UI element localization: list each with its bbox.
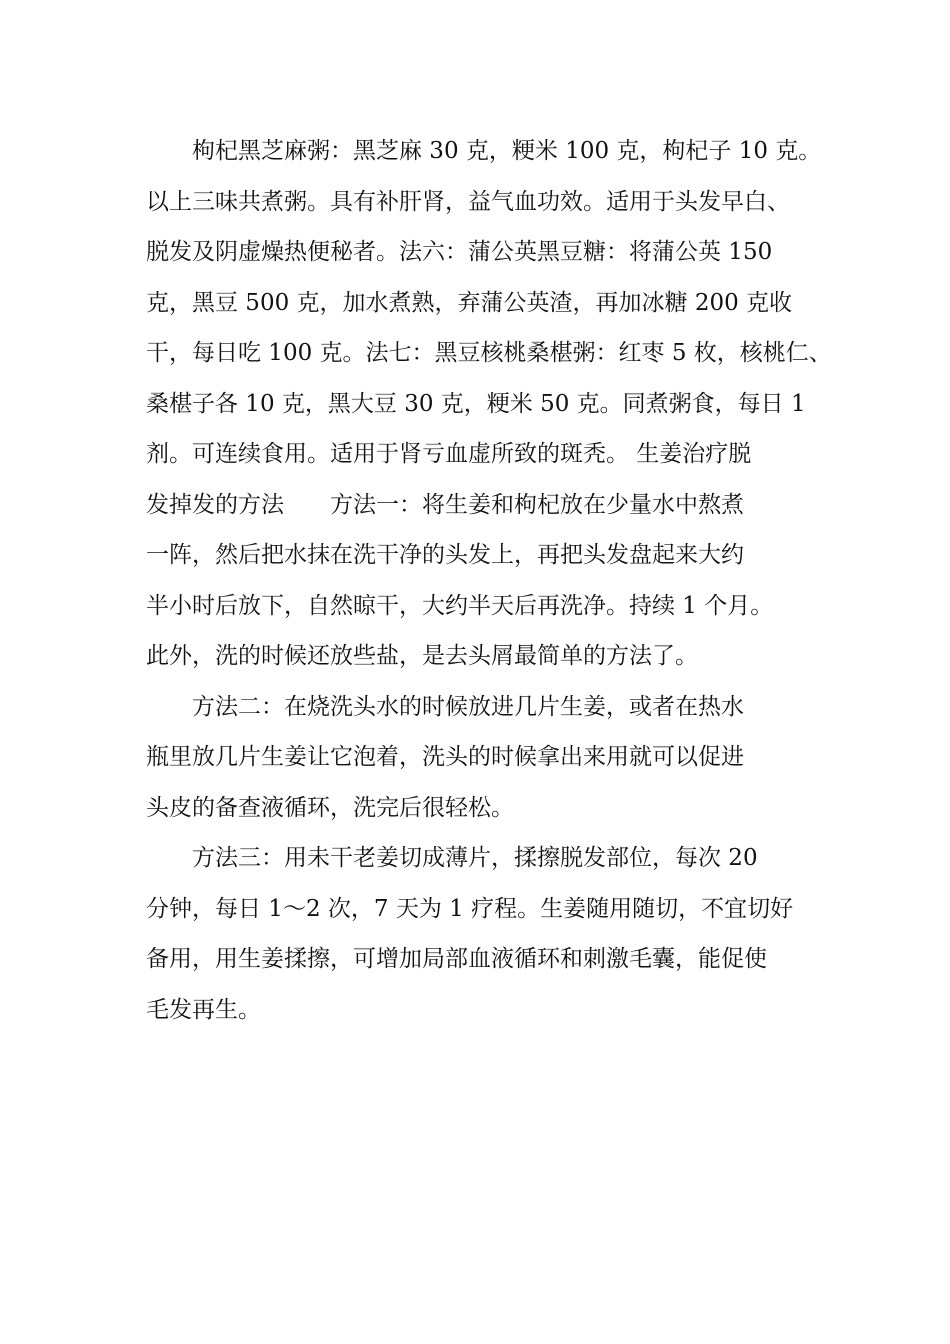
text-line: 头皮的备查液循环，洗完后很轻松。 (146, 794, 514, 821)
paragraph-1 (146, 126, 832, 682)
text-line: 一阵，然后把水抹在洗干净的头发上，再把头发盘起来大约 (146, 542, 744, 568)
text-line: 此外，洗的时候还放些盐，是去头屑最简单的方法了。 (146, 643, 698, 669)
text-line: 桑椹子各 10 克，黑大豆 30 克，粳米 50 克。同煮粥食，每日 1 (146, 390, 806, 417)
text-line: 克，黑豆 500 克，加水煮熟，弃蒲公英渣，再加冰糖 200 克收 (146, 289, 793, 316)
document-body (146, 126, 832, 1035)
text-line: 枸杞黑芝麻粥：黑芝麻 30 克，粳米 100 克，枸杞子 10 克。 (146, 138, 822, 164)
text-line: 半小时后放下，自然晾干，大约半天后再洗净。持续 1 个月。 (146, 592, 774, 619)
paragraph-2 (146, 682, 811, 834)
text-line: 方法三：用未干老姜切成薄片，揉擦脱发部位，每次 20 (146, 845, 758, 871)
text-line: 分钟，每日 1～2 次，7 天为 1 疗程。生姜随用随切，不宜切好 (146, 895, 794, 922)
text-line: 剂。可连续食用。适用于肾亏血虚所致的斑秃。 生姜治疗脱 (146, 441, 752, 467)
text-line: 脱发及阴虚燥热便秘者。法六：蒲公英黑豆糖：将蒲公英 150 (146, 239, 773, 265)
text-line: 备用，用生姜揉擦，可增加局部血液循环和刺激毛囊，能促使 (146, 946, 767, 972)
paragraph-3 (146, 833, 811, 1035)
text-line: 方法二：在烧洗头水的时候放进几片生姜，或者在热水 (146, 693, 744, 720)
text-line: 瓶里放几片生姜让它泡着，洗头的时候拿出来用就可以促进 (146, 744, 744, 770)
text-line: 干，每日吃 100 克。法七：黑豆核桃桑椹粥：红枣 5 枚，核桃仁、 (146, 340, 832, 366)
text-line: 毛发再生。 (146, 996, 261, 1023)
text-line: 以上三味共煮粥。具有补肝肾，益气血功效。适用于头发早白、 (146, 188, 790, 215)
text-line: 发掉发的方法 方法一：将生姜和枸杞放在少量水中熬煮 (146, 491, 744, 518)
